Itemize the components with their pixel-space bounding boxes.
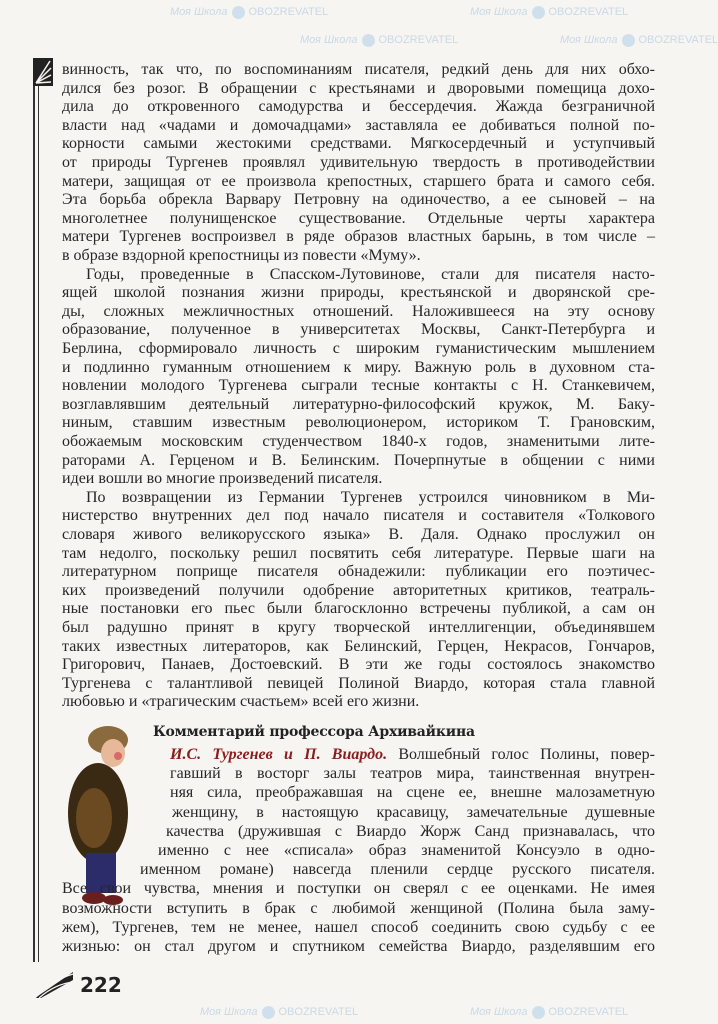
commentary-line: жем), Тургенев, тем не менее, нашел способ соединить свою судьбу с ее bbox=[62, 918, 655, 936]
text-line: словаря живого великорусского языка» В. Даля. Однако прослужил он bbox=[62, 526, 655, 543]
commentary-title: И.С. Тургенев и П. Виардо. bbox=[170, 746, 388, 763]
commentary-line bbox=[170, 746, 655, 764]
text-line: матери, защищая от ее произвола крепостных, старшего брата и самого себя. bbox=[62, 172, 655, 190]
text-line: нистерство внутренних дел под начало писателя и составителя «Толкового bbox=[62, 507, 655, 525]
watermark-brand: OBOZREVATEL bbox=[638, 34, 718, 46]
margin-rule bbox=[33, 82, 35, 962]
text-line: винность, так что, по воспоминаниям писателя, редкий день для них обхо- bbox=[62, 61, 655, 78]
text-line: образование, полученное в университетах Москвы, Санкт-Петербурга и bbox=[62, 321, 655, 339]
commentary-line: женщину, в настоящую красавицу, замечательные душевные bbox=[172, 803, 655, 821]
text-line: дился без розог. В обращении с крестьянами и дворовыми помещица дохо- bbox=[62, 79, 655, 97]
watermark-logo-icon bbox=[532, 6, 545, 19]
text-line: корности самыми жестокими средствами. Мягкосердечный и уступчивый bbox=[62, 135, 655, 153]
watermark-brand: OBOZREVATEL bbox=[548, 1006, 629, 1018]
section-ornament-icon bbox=[33, 58, 55, 88]
text-line: ды, сложных межличностных отношений. Наложившееся на эту основу bbox=[62, 302, 655, 320]
text-line: ные постановки его пьес были благосклонно встречены публикой, а сам он bbox=[62, 600, 655, 618]
text-line: обожаемым московским студенчеством 1840-х годов, знаменитыми лите- bbox=[62, 433, 655, 450]
watermark-brand: Моя Школа bbox=[200, 1006, 258, 1018]
watermark-logo-icon bbox=[532, 1006, 545, 1019]
watermark-brand: Моя Школа bbox=[470, 1006, 528, 1018]
text-line: литературном поприще писателя обнадежили: публикации его поэтичес- bbox=[62, 563, 655, 581]
margin-rule-inner bbox=[38, 82, 39, 962]
commentary-line: Все свои чувства, мнения и поступки он сверял с ее оценками. Не имея bbox=[62, 880, 655, 898]
text-line: и подлинно гуманным отношением к миру. Важную роль в духовном ста- bbox=[62, 358, 655, 376]
text-line: Берлина, сформировало личность с широким гуманистическим мышлением bbox=[62, 340, 655, 357]
text-line: любовью и «трагическим счастьем» всей его жизни. bbox=[62, 693, 420, 711]
commentary-heading: Комментарий профессора Архивайкина bbox=[153, 724, 475, 740]
text-line: Годы, проведенные в Спасском-Лутовинове, стали для писателя насто- bbox=[86, 265, 655, 283]
text-line: Тургенева с талантливой певицей Полиной Виардо, которая стала главной bbox=[62, 674, 655, 692]
watermark-brand: OBOZREVATEL bbox=[278, 1006, 359, 1018]
page-number: 222 bbox=[80, 973, 122, 997]
watermark bbox=[300, 32, 458, 48]
watermark bbox=[560, 32, 718, 48]
text-line: идеи вошли во многие произведений писателя. bbox=[62, 470, 383, 488]
commentary-line: качества (дружившая с Виардо Жорж Санд признавалась, что bbox=[166, 822, 655, 840]
watermark-logo-icon bbox=[362, 34, 375, 47]
watermark-brand: Моя Школа bbox=[470, 6, 528, 18]
text-line: дила до откровенного самодурства и бессердечия. Жажда безграничной bbox=[62, 98, 655, 116]
page-corner-ornament-icon bbox=[33, 970, 77, 1000]
commentary-line: жизнью: он стал другом и спутником семейства Виардо, разделявшим его bbox=[62, 938, 655, 955]
text-line: там недолго, поскольку решил посвятить себя литературе. Первые шаги на bbox=[62, 544, 655, 562]
watermark-brand: OBOZREVATEL bbox=[548, 6, 629, 18]
watermark-brand: Моя Школа bbox=[170, 6, 228, 18]
text-line: По возвращении из Германии Тургенев устроился чиновником в Ми- bbox=[86, 488, 655, 506]
text-line: власти над «чадами и домочадцами» заставляла ее добиваться полной по- bbox=[62, 116, 655, 134]
text-line: таких известных литераторов, как Белинский, Герцен, Некрасов, Гончаров, bbox=[62, 637, 655, 655]
text-line: от природы Тургенев проявлял удивительную твердость в противодействии bbox=[62, 154, 655, 171]
text-line: возглавлявшим деятельный литературно-философский кружок, М. Баку- bbox=[62, 395, 655, 413]
commentary-line: возможности вступить в брак с любимой женщиной (Полина была заму- bbox=[62, 899, 655, 917]
text-line: Григорович, Панаев, Достоевский. В эти же годы состоялось знакомство bbox=[62, 656, 655, 674]
watermark-logo-icon bbox=[232, 6, 245, 19]
watermark-brand: Моя Школа bbox=[300, 34, 358, 46]
text-line: многолетнее полунищенское существование. Отдельные черты характера bbox=[62, 209, 655, 227]
watermark bbox=[470, 4, 628, 20]
watermark-brand: OBOZREVATEL bbox=[248, 6, 329, 18]
commentary-line: гавший в восторг залы театров мира, таинственная внутрен- bbox=[170, 765, 655, 783]
text-line: в образе вздорной крепостницы из повести «Муму». bbox=[62, 247, 421, 264]
text-line: Эта борьба обрекла Варвару Петровну на одиночество, а ее сыновей – на bbox=[62, 191, 655, 209]
commentary-line-text: Волшебный голос Полины, повер- bbox=[387, 746, 655, 763]
watermark bbox=[470, 1004, 628, 1020]
text-line: ящей школой познания жизни природы, крестьянской и дворянской сре- bbox=[62, 284, 655, 302]
text-line: матери Тургенев воспроизвел в ряде образов властных барынь, в том числе – bbox=[62, 228, 655, 246]
text-line: раторами А. Герценом и В. Белинским. Почерпнутые в общении с ними bbox=[62, 451, 655, 469]
commentary-line: именном романе) навсегда пленили сердце русского писателя. bbox=[140, 861, 655, 879]
text-line: новлении молодого Тургенева сыграли тесные контакты с Н. Станкевичем, bbox=[62, 377, 655, 395]
watermark bbox=[200, 1004, 358, 1020]
text-line: ниным, ставшим известным революционером, историком Т. Грановским, bbox=[62, 414, 655, 432]
watermark-logo-icon bbox=[622, 34, 635, 47]
watermark bbox=[170, 4, 328, 20]
text-line: ких произведений получили одобрение авторитетных критиков, театраль- bbox=[62, 581, 655, 599]
commentary-line: няя сила, преображавшая на сцене ее, внешне малозаметную bbox=[170, 784, 655, 802]
commentary-line: именно с нее «списала» образ знаменитой Консуэло в одно- bbox=[158, 842, 655, 859]
watermark-brand: OBOZREVATEL bbox=[378, 34, 459, 46]
watermark-brand: Моя Школа bbox=[560, 34, 618, 46]
watermark-logo-icon bbox=[262, 1006, 275, 1019]
text-line: был радушно принят в кругу творческой интеллигенции, объединявшем bbox=[62, 619, 655, 636]
